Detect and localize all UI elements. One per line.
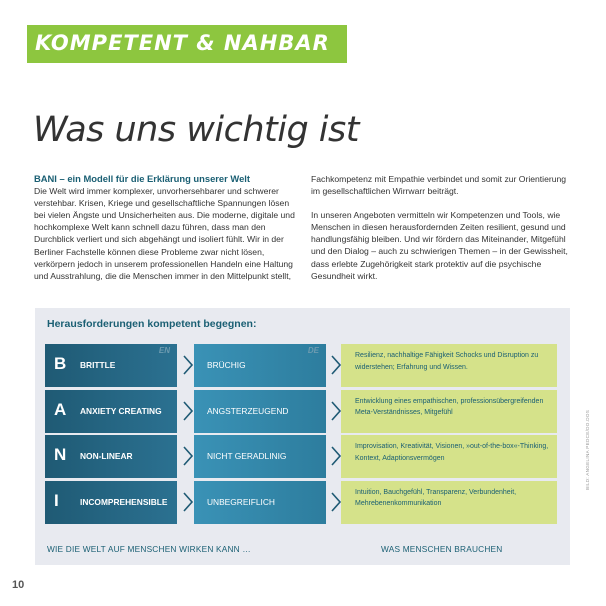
need-text: Resilienz, nachhaltige Fähigkeit Schocks und Disruption zu widerstehen; Erfahrung und Wissen. [355, 352, 539, 371]
english-term: ANXIETY CREATING [80, 405, 162, 416]
bani-row [45, 344, 557, 387]
need-text: Entwicklung eines empathischen, professionsübergreifenden Meta-Verständnisses, Mitgefühl [355, 397, 544, 416]
bani-row [45, 435, 557, 478]
english-term: BRITTLE [80, 360, 116, 370]
english-term-cell [45, 344, 177, 387]
left-column [34, 173, 300, 282]
need-cell [341, 344, 557, 387]
language-label-en: EN [158, 346, 170, 355]
need-text: Intuition, Bauchgefühl, Transparenz, Verbundenheit, Mehrebenenkommunikation [355, 488, 517, 507]
page-number: 10 [12, 579, 25, 591]
section-banner [27, 25, 347, 63]
bani-rows [45, 344, 557, 526]
caption-world-effect: WIE DIE WELT AUF MENSCHEN WIRKEN KANN … [47, 544, 251, 554]
need-text: Improvisation, Kreativität, Visionen, »out-of-the-box«-Thinking, Kontext, Adaptionsvermögen [355, 443, 549, 462]
bani-letter: B [54, 354, 67, 373]
chevron-right-icon [181, 446, 195, 466]
english-term-cell [45, 390, 177, 433]
german-term-cell [194, 481, 326, 524]
english-term: NON-LINEAR [80, 451, 133, 461]
need-cell [341, 435, 557, 478]
german-term-cell [194, 435, 326, 478]
need-cell [341, 390, 557, 433]
chevron-right-icon [181, 401, 195, 421]
right-column-paragraph-2: In unseren Angeboten vermitteln wir Kompetenzen und Tools, wie Menschen in diesen herausfordernden Zeiten resilient, gesund und handlungsfähig bleiben. Und wir fördern das Miteinander, Mitgefühl und den Dialog – auch zu schwierigen Themen – in der Gewissheit, dass erlebte Zugehörigkeit stark protektiv auf die psychische Gesundheit wirkt. [311, 210, 568, 281]
english-term: INCOMPREHENSIBLE [80, 496, 168, 507]
german-term-cell [194, 344, 326, 387]
right-column-paragraph-1: Fachkompetenz mit Empathie verbindet und somit zur Orientierung im gesellschaftlichen Wirrwarr beiträgt. [311, 174, 567, 197]
chevron-right-icon [181, 355, 195, 375]
bani-letter: N [54, 445, 67, 464]
right-column [311, 173, 577, 282]
left-column-text: Die Welt wird immer komplexer, unvorhersehbarer und schwerer verstehbar. Krisen, Kriege und gesellschaftliche Spannungen lösen bei vielen Ängste und Unsicherheiten aus. Die moderne, digitale und hochkomplexe Welt kann schnell dazu führen, dass man den Durchblick verliert und sich abgehängt und isoliert fühlt. Wir in der Berliner Fachstelle können diese Probleme zwar nicht lösen, verkörpern jedoch in unserem professionellen Handeln eine Haltung und Ausstrahlung, die die Menschen immer in den Mittelpunkt stellt, [34, 186, 295, 281]
german-term: UNBEGREIFLICH [207, 496, 275, 507]
english-term-cell [45, 435, 177, 478]
bani-letter: I [54, 490, 59, 510]
bani-row [45, 481, 557, 524]
image-credit: BILD: ANGELINA PEDCE/DO.DOS [585, 409, 590, 490]
bani-row [45, 390, 557, 433]
german-term: ANGSTERZEUGEND [207, 405, 289, 416]
german-term-cell [194, 390, 326, 433]
panel-title: Herausforderungen kompetent begegnen: [47, 318, 257, 330]
need-cell [341, 481, 557, 524]
bani-letter: A [54, 399, 67, 419]
chevron-right-icon [181, 492, 195, 512]
page-headline: Was uns wichtig ist [33, 110, 359, 150]
language-label-de: DE [307, 346, 319, 355]
german-term: BRÜCHIG [207, 360, 246, 370]
german-term: NICHT GERADLINIG [207, 451, 287, 461]
left-column-heading: BANI – ein Modell für die Erklärung unserer Welt [34, 173, 251, 184]
bani-panel [35, 308, 570, 565]
english-term-cell [45, 481, 177, 524]
banner-title: KOMPETENT & NAHBAR [35, 31, 330, 55]
caption-what-people-need: WAS MENSCHEN BRAUCHEN [381, 544, 503, 554]
